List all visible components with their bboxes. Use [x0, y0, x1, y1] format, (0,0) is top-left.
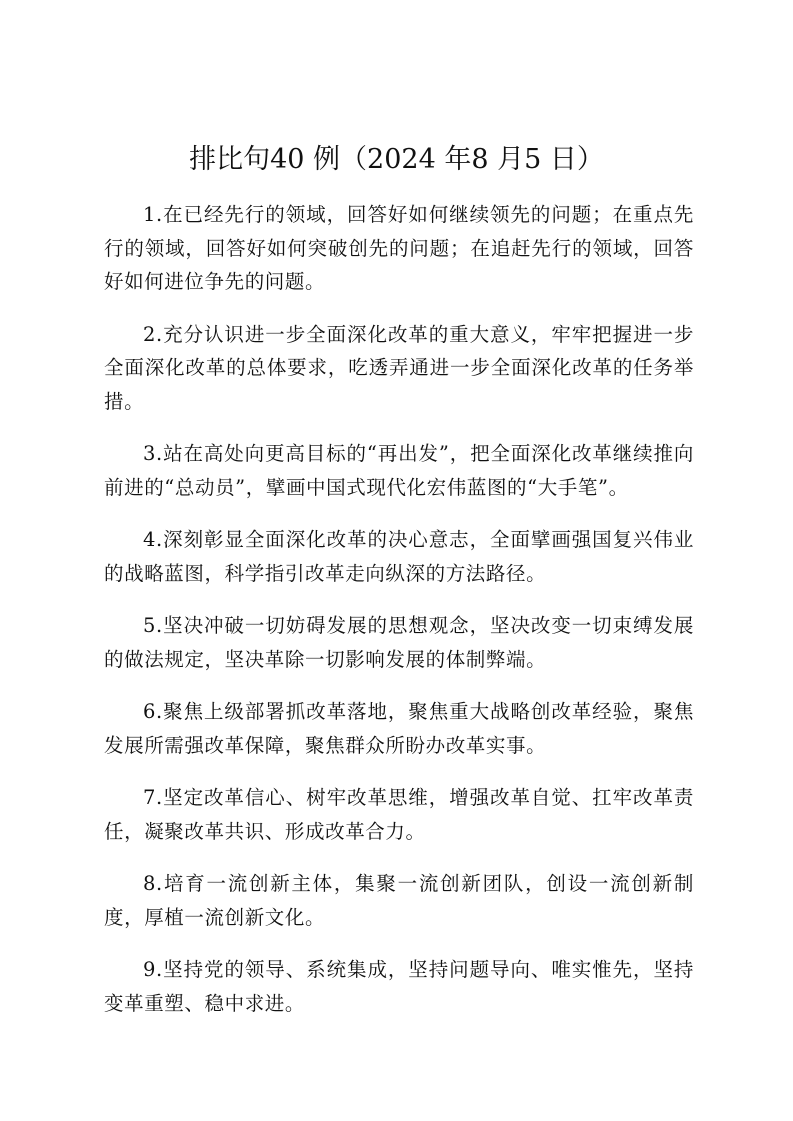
paragraph-1: 1.在已经先行的领域，回答好如何继续领先的问题；在重点先行的领域，回答好如何突破创先的问题；在追赶先行的领域，回答好如何进位争先的问题。	[104, 203, 694, 293]
paragraph-2: 2.充分认识进一步全面深化改革的重大意义，牢牢把握进一步全面深化改革的总体要求，吃透弄通进一步全面深化改革的任务举措。	[104, 322, 694, 413]
document-title: 排比句40 例（2024 年8 月5 日）	[189, 144, 604, 175]
paragraph-5: 5.坚决冲破一切妨碍发展的思想观念，坚决改变一切束缚发展的做法规定，坚决革除一切影响发展的体制弊端。	[104, 614, 694, 671]
paragraph-4: 4.深刻彰显全面深化改革的决心意志，全面擘画强国复兴伟业的战略蓝图，科学指引改革走向纵深的方法路径。	[104, 528, 694, 585]
paragraph-9: 9.坚持党的领导、系统集成，坚持问题导向、唯实惟先，坚持变革重塑、稳中求进。	[104, 958, 694, 1015]
paragraph-8: 8.培育一流创新主体，集聚一流创新团队，创设一流创新制度，厚植一流创新文化。	[104, 872, 694, 929]
paragraph-3: 3.站在高处向更高目标的“再出发”，把全面深化改革继续推向前进的“总动员”，擘画中国式现代化宏伟蓝图的“大手笔”。	[104, 442, 694, 499]
paragraph-6: 6.聚焦上级部署抓改革落地，聚焦重大战略创改革经验，聚焦发展所需强改革保障，聚焦群众所盼办改革实事。	[104, 700, 694, 757]
paragraph-7: 7.坚定改革信心、树牢改革思维，增强改革自觉、扛牢改革责任，凝聚改革共识、形成改革合力。	[104, 786, 694, 843]
document-body	[104, 198, 694, 1039]
